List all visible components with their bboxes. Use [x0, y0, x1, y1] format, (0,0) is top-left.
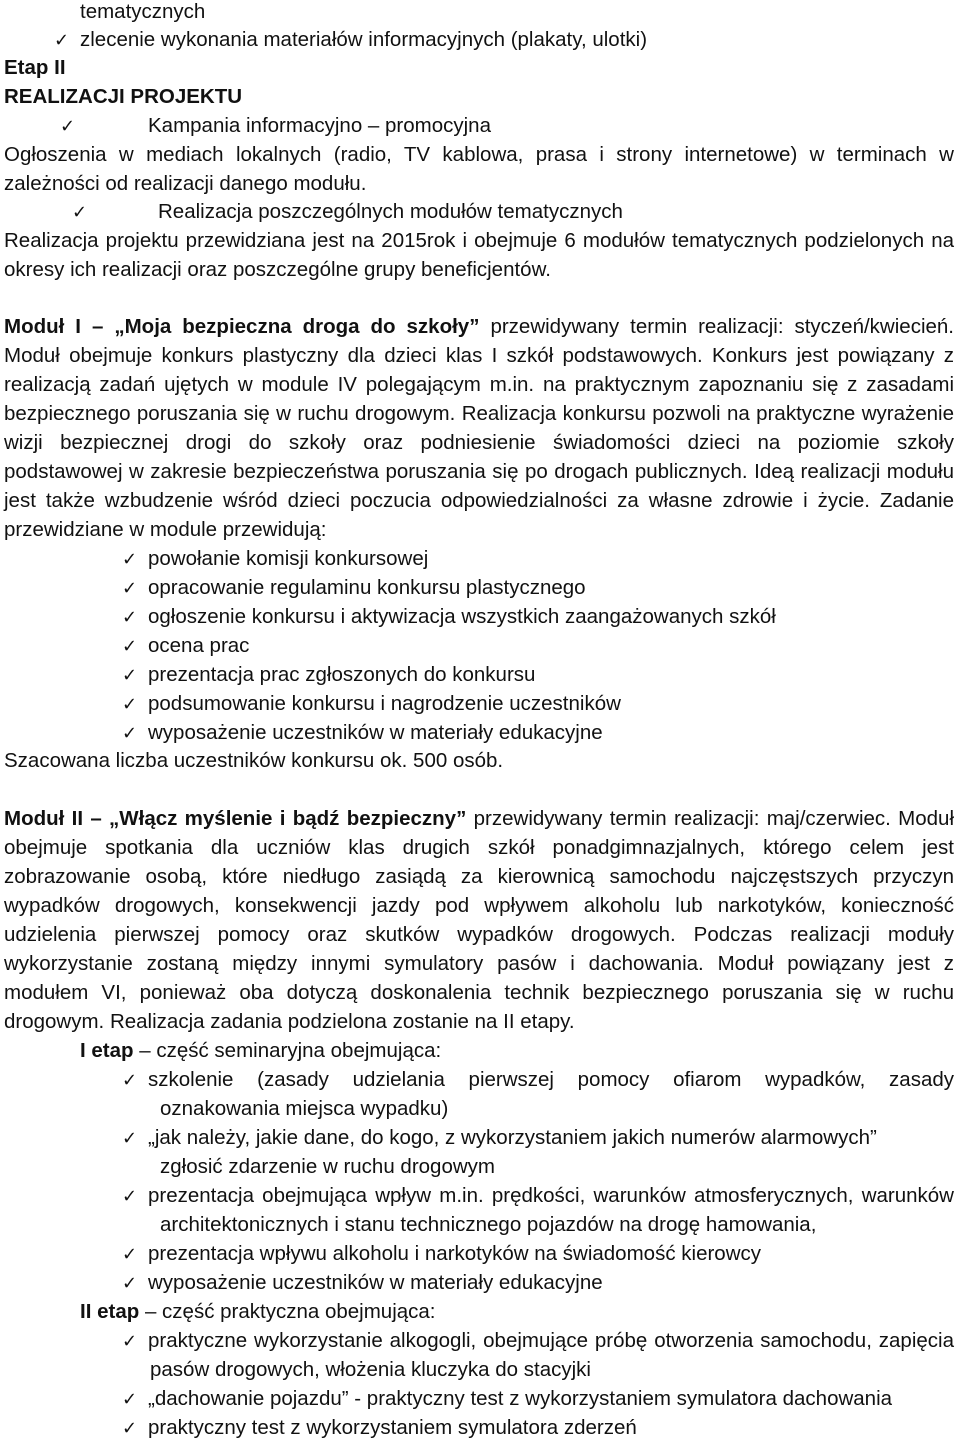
checkmark-icon: ✓: [122, 1418, 138, 1439]
stage-heading: Etap II: [4, 56, 66, 79]
checkmark-icon: ✓: [122, 578, 138, 599]
text-line: obejmuje spotkania dla uczniów klas drugich szkół ponadgimnazjalnych, którego celem jest: [4, 836, 954, 859]
text-line: modułem VI, ponieważ oba dotyczą doskonalenia technik bezpiecznego poruszania się w ruchu: [4, 981, 954, 1004]
list-item-continuation: oznakowania miejsca wypadku): [160, 1097, 449, 1120]
text-line: Ogłoszenia w mediach lokalnych (radio, TV kablowa, prasa i strony internetowe) w terminach w: [4, 143, 954, 166]
text-line: Realizacja projektu przewidziana jest na 2015rok i obejmuje 6 modułów tematycznych podzielonych na: [4, 229, 954, 252]
checkmark-icon: ✓: [122, 1128, 138, 1149]
text-line: wypadków drogowych, konsekwencji jazdy pod wpływem alkoholu lub narkotyków, konieczność: [4, 894, 954, 917]
checkmark-icon: ✓: [54, 30, 70, 51]
checkmark-icon: ✓: [122, 1331, 138, 1352]
list-item: ✓ powołanie komisji konkursowej: [122, 545, 954, 573]
list-item-continuation: zgłosić zdarzenie w ruchu drogowym: [160, 1155, 495, 1178]
list-item: ✓ opracowanie regulaminu konkursu plastycznego: [122, 574, 954, 602]
checkmark-icon: ✓: [122, 694, 138, 715]
stage-2-heading: II etap – część praktyczna obejmująca:: [80, 1300, 436, 1323]
list-item: ✓ prezentacja prac zgłoszonych do konkursu: [122, 661, 954, 689]
list-item: ✓ praktyczne wykorzystanie alkogogli, obejmujące próbę otworzenia samochodu, zapięcia: [122, 1327, 954, 1355]
checkmark-icon: ✓: [72, 202, 88, 223]
text-line: bezpiecznego poruszania się w ruchu drogowym. Realizacja konkursu pozwoli na praktyczne wyrażenie: [4, 402, 954, 425]
stage-1-heading: I etap – część seminaryjna obejmująca:: [80, 1039, 442, 1062]
text-line: realizacją zadań ujętych w module IV polegającym m.in. na praktycznym zapoznaniu się z zasadami: [4, 373, 954, 396]
checkmark-icon: ✓: [122, 549, 138, 570]
text-line: podstawowej w zakresie bezpieczeństwa poruszania się po drogach publicznych. Ideą realizacji modułu: [4, 460, 954, 483]
text-line: Szacowana liczba uczestników konkursu ok. 500 osób.: [4, 749, 504, 772]
list-item: ✓ Realizacja poszczególnych modułów tematycznych: [72, 198, 954, 226]
list-item: ✓ „dachowanie pojazdu” - praktyczny test z wykorzystaniem symulatora dachowania: [122, 1385, 954, 1413]
list-item: ✓ szkolenie (zasady udzielania pierwszej pomocy ofiarom wypadków, zasady: [122, 1066, 954, 1094]
checkmark-icon: ✓: [122, 723, 138, 744]
list-item: ✓ praktyczny test z wykorzystaniem symulatora zderzeń: [122, 1414, 954, 1442]
text-line: tematycznych: [80, 0, 206, 23]
text-line: udzielenia pierwszej pomocy oraz skutków wypadków drogowych. Podczas realizacji moduły: [4, 923, 954, 946]
text-line: wykorzystanie zostaną między innymi symulatory pasów i dachowania. Moduł powiązany jest z: [4, 952, 954, 975]
text-line: przewidziane w module przewidują:: [4, 518, 327, 541]
section-heading: REALIZACJI PROJEKTU: [4, 85, 243, 108]
checkmark-icon: ✓: [122, 1389, 138, 1410]
list-item: ✓ zlecenie wykonania materiałów informacyjnych (plakaty, ulotki): [54, 26, 954, 54]
list-item: ✓ ocena prac: [122, 632, 954, 660]
text-line: jest także wzbudzenie wśród dzieci poczucia odpowiedzialności za własne zdrowie i życie. Zadanie: [4, 489, 954, 512]
list-item: ✓ wyposażenie uczestników w materiały edukacyjne: [122, 1269, 954, 1297]
list-item: ✓ Kampania informacyjno – promocyjna: [60, 112, 954, 140]
text-line: zobrazowanie osobą, które niedługo zasiądą za kierownicą samochodu najczęstszych przyczyn: [4, 865, 954, 888]
text-line: Moduł obejmuje konkurs plastyczny dla dzieci klas I szkół podstawowych. Konkurs jest powiązany z: [4, 344, 955, 367]
list-item: ✓ prezentacja wpływu alkoholu i narkotyków na świadomość kierowcy: [122, 1240, 954, 1268]
checkmark-icon: ✓: [122, 665, 138, 686]
checkmark-icon: ✓: [122, 1186, 138, 1207]
checkmark-icon: ✓: [122, 1273, 138, 1294]
checkmark-icon: ✓: [122, 1070, 138, 1091]
module-2-heading: Moduł II – „Włącz myślenie i bądź bezpieczny” przewidywany termin realizacji: maj/czerwiec. Moduł: [4, 807, 954, 830]
checkmark-icon: ✓: [122, 607, 138, 628]
list-item: ✓ prezentacja obejmująca wpływ m.in. prędkości, warunków atmosferycznych, warunków: [122, 1182, 954, 1210]
list-item: ✓ wyposażenie uczestników w materiały edukacyjne: [122, 719, 954, 747]
text-line: wizji bezpiecznej drogi do szkoły oraz podniesienie świadomości dzieci na poziomie szkoły: [4, 431, 954, 454]
text-line: okresy ich realizacji oraz poszczególne grupy beneficjentów.: [4, 258, 551, 281]
text-line: zależności od realizacji danego modułu.: [4, 172, 367, 195]
text-line: drogowym. Realizacja zadania podzielona zostanie na II etapy.: [4, 1010, 575, 1033]
list-item: ✓ „jak należy, jakie dane, do kogo, z wykorzystaniem jakich numerów alarmowych”: [122, 1124, 954, 1152]
checkmark-icon: ✓: [122, 1244, 138, 1265]
checkmark-icon: ✓: [122, 636, 138, 657]
module-1-heading: Moduł I – „Moja bezpieczna droga do szkoły” przewidywany termin realizacji: styczeń/kwiecień.: [4, 315, 954, 338]
list-item: ✓ podsumowanie konkursu i nagrodzenie uczestników: [122, 690, 954, 718]
checkmark-icon: ✓: [60, 116, 76, 137]
list-item-continuation: architektonicznych i stanu technicznego pojazdów na drogę hamowania,: [160, 1213, 817, 1236]
list-item: ✓ ogłoszenie konkursu i aktywizacja wszystkich zaangażowanych szkół: [122, 603, 954, 631]
list-item-continuation: pasów drogowych, włożenia kluczyka do stacyjki: [150, 1358, 591, 1381]
